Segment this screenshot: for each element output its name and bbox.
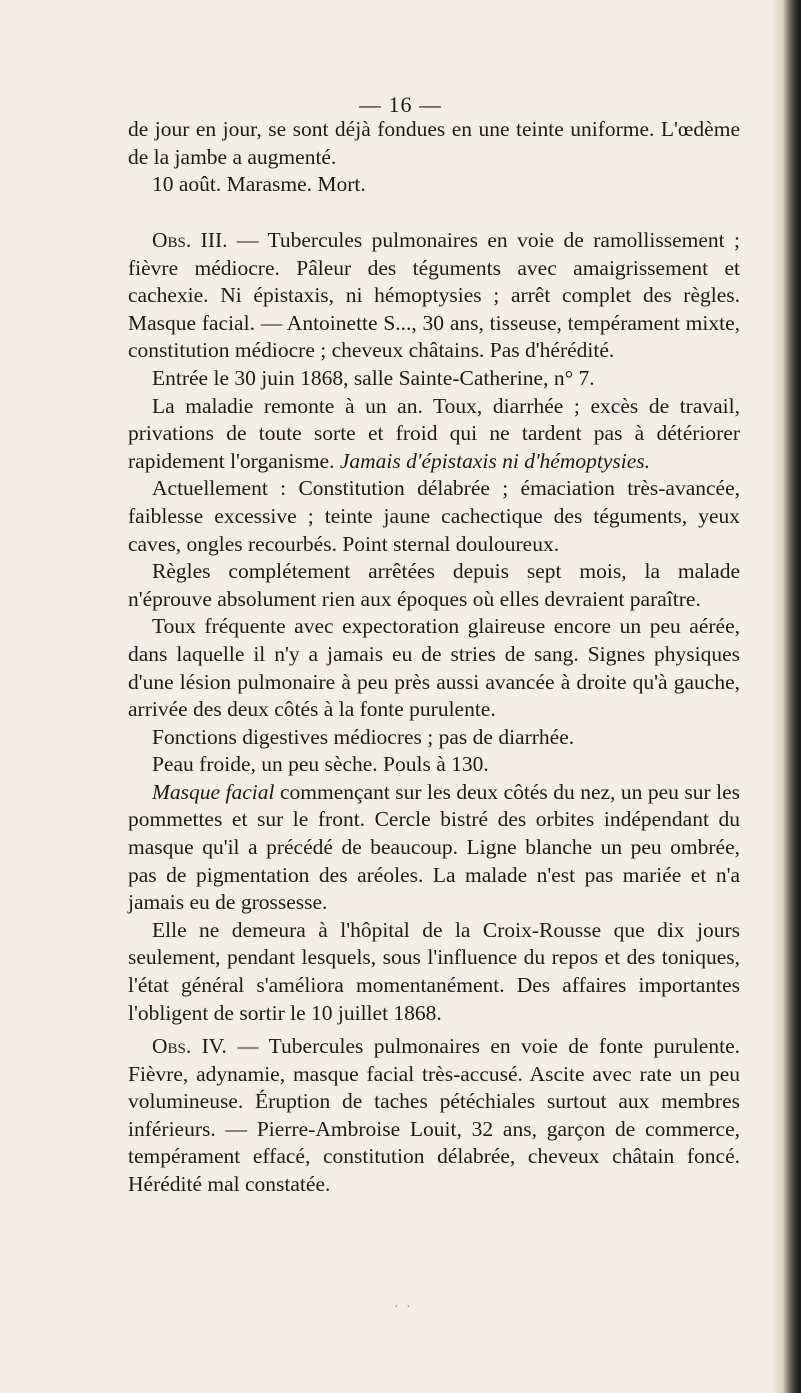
obs3-heading xyxy=(128,227,740,365)
obs3-history xyxy=(128,393,740,476)
obs3-skin: Peau froide, un peu sèche. Pouls à 130. xyxy=(152,752,489,777)
obs3-history-text: La maladie remonte à un an. Toux, diarrhée ; excès de travail, privations de toute sorte et froid qui ne tardent pas à détériorer rapidement l'organisme. xyxy=(128,393,740,473)
obs3-rules: Règles complétement arrêtées depuis sept mois, la malade n'éprouve absolument rien aux époques où elles devraient paraître. xyxy=(128,559,740,611)
obs3-mask xyxy=(128,779,740,917)
obs3-cough: Toux fréquente avec expectoration glaireuse encore un peu aérée, dans laquelle il n'y a jamais eu de stries de sang. Signes physiques d'une lésion pulmonaire à peu près aussi avancée à droite qu'à gauche, arrivée des deux côtés à la fonte purulente. xyxy=(128,614,740,722)
obs3-current-state: Actuellement : Constitution délabrée ; émaciation très-avancée, faiblesse excessive ; teinte jaune cachectique des téguments, yeux caves, ongles recourbés. Point sternal douloureux. xyxy=(128,476,740,556)
page-number: — 16 — xyxy=(359,92,442,117)
obs3-mask-text: commençant sur les deux côtés du nez, un peu sur les pommettes et sur le front. Cercle bistré des orbites indépendant du masque qu'il a précédé de beaucoup. Ligne blanche un peu ombrée, pas de pigmentation des aréoles. La malade n'est pas mariée et n'a jamais eu de grossesse. xyxy=(128,779,740,915)
intro-paragraph: de jour en jour, se sont déjà fondues en une teinte uniforme. L'œdème de la jambe a augmenté. xyxy=(128,117,740,169)
obs4-label: Obs. IV. xyxy=(152,1034,227,1058)
obs3-digestive: Fonctions digestives médiocres ; pas de diarrhée. xyxy=(152,724,575,749)
binding-shadow xyxy=(773,0,801,1393)
obs3-mask-label: Masque facial xyxy=(152,779,275,804)
intro-date-line: 10 août. Marasme. Mort. xyxy=(152,172,366,197)
obs4-heading-text: — Tubercules pulmonaires en voie de fonte purulente. Fièvre, adynamie, masque facial très-accusé. Ascite avec rate un peu volumineuse. Éruption de taches pétéchiales surtout aux membres inférieurs. — Pierre-Ambroise Louit, 32 ans, garçon de commerce, tempérament effacé, constitution délabrée, cheveux châtain foncé. Hérédité mal constatée. xyxy=(128,1034,740,1196)
obs4-heading xyxy=(128,1033,740,1199)
obs3-entry: Entrée le 30 juin 1868, salle Sainte-Catherine, n° 7. xyxy=(152,365,595,390)
obs3-heading-text: — Tubercules pulmonaires en voie de ramollissement ; fièvre médiocre. Pâleur des téguments avec amaigrissement et cachexie. Ni épistaxis, ni hémoptysies ; arrêt complet des règles. Masque facial. — Antoinette S..., 30 ans, tisseuse, tempérament mixte, constitution médiocre ; cheveux châtains. Pas d'hérédité. xyxy=(128,228,740,363)
obs3-history-italic: Jamais d'épistaxis ni d'hémoptysies. xyxy=(339,448,651,473)
intro-block xyxy=(128,116,740,199)
observation-3 xyxy=(128,227,740,1027)
ink-speck-decoration: · · xyxy=(394,1300,413,1315)
obs3-outcome: Elle ne demeura à l'hôpital de la Croix-Rousse que dix jours seulement, pendant lesquels, sous l'influence du repos et des toniques, l'état général s'améliora momentanément. Des affaires importantes l'obligent de sortir le 10 juillet 1868. xyxy=(128,917,740,1025)
obs3-label: Obs. III. xyxy=(152,228,228,252)
observation-4 xyxy=(128,1033,740,1199)
